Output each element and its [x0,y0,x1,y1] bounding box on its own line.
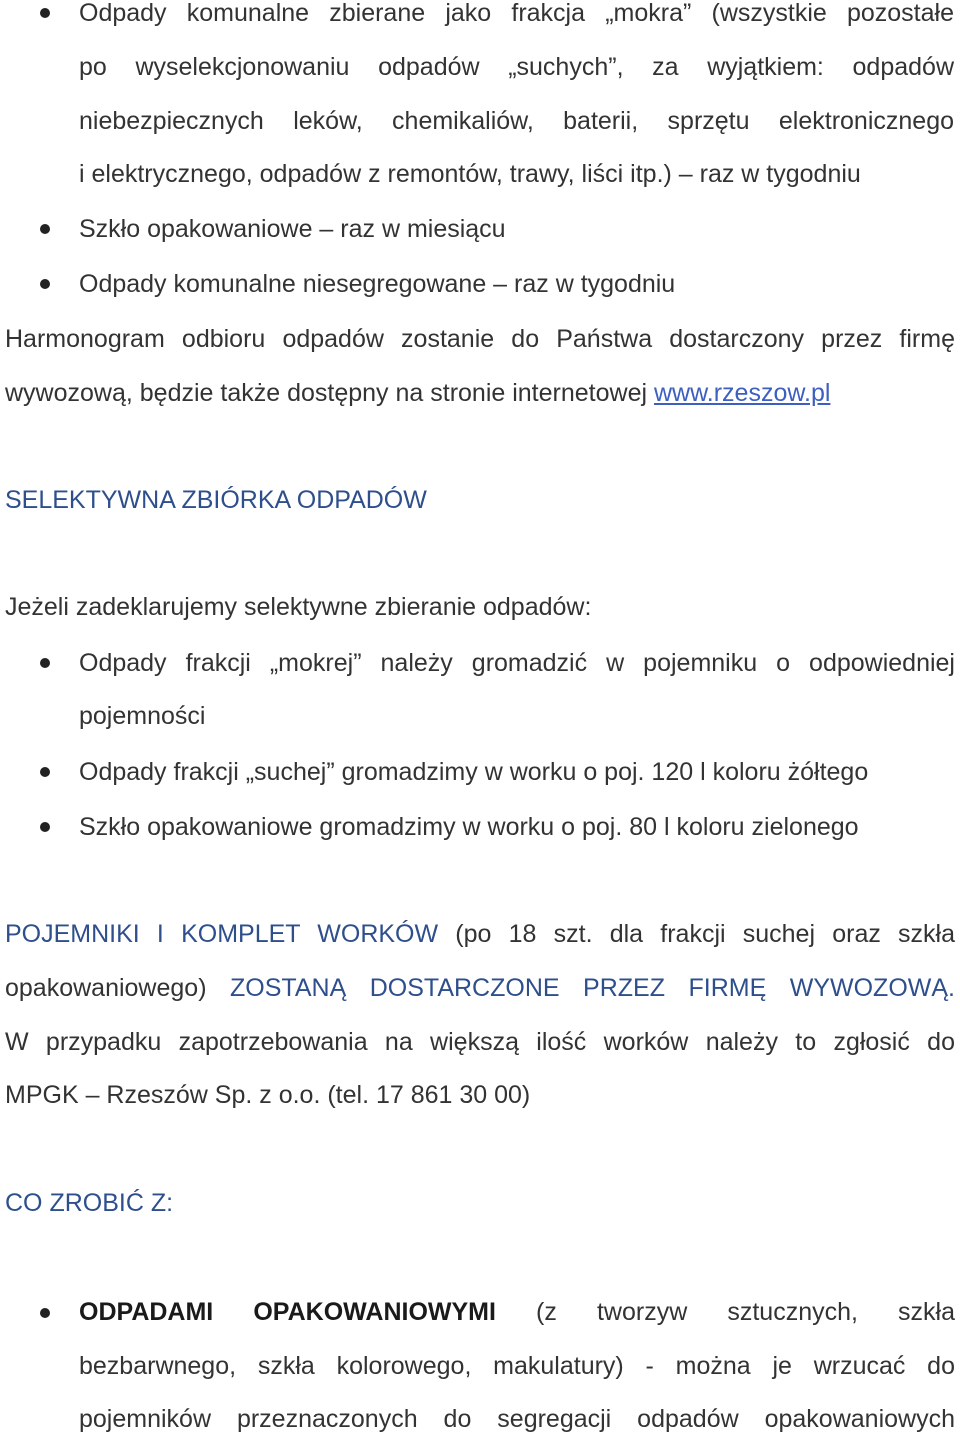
list-item-rest: (z tworzyw sztucznych, szkła [495,1298,956,1326]
list-item-text: pojemności [79,702,206,730]
list-item-text [79,1297,955,1327]
bullet-icon [40,658,50,668]
bullet-icon [40,1308,50,1318]
list-item-text: Odpady komunalne niesegregowane – raz w tygodniu [79,270,676,298]
paragraph-line [5,973,955,1003]
list-item-text: Odpady komunalne zbierane jako frakcja „mokra” (wszystkie pozostałe [79,0,954,27]
paragraph-line: W przypadku zapotrzebowania na większą ilość worków należy to zgłosić do [5,1028,955,1056]
containers-highlight: POJEMNIKI I KOMPLET WORKÓW [5,920,439,948]
bullet-icon [40,8,50,18]
paragraph-line: Harmonogram odbioru odpadów zostanie do Państwa dostarczony przez firmę [5,325,955,353]
section-heading: CO ZROBIĆ Z: [5,1189,174,1217]
list-item-text: Szkło opakowaniowe – raz w miesiącu [79,215,506,243]
list-item-text: pojemników przeznaczonych do segregacji odpadów opakowaniowych [79,1405,955,1433]
paragraph-line: MPGK – Rzeszów Sp. z o.o. (tel. 17 861 30 00) [5,1081,531,1109]
list-item-text: po wyselekcjonowaniu odpadów „suchych”, za wyjątkiem: odpadów [79,53,954,81]
list-item-text: bezbarwnego, szkła kolorowego, makulatury) - można je wrzucać do [79,1352,955,1380]
bullet-icon [40,224,50,234]
paragraph-text: opakowaniowego) [5,974,231,1002]
list-item-text: Szkło opakowaniowe gromadzimy w worku o poj. 80 l koloru zielonego [79,813,859,841]
delivery-highlight: ZOSTANĄ DOSTARCZONE PRZEZ FIRMĘ WYWOZOWĄ. [230,974,955,1002]
section-heading: SELEKTYWNA ZBIÓRKA ODPADÓW [5,486,427,514]
intro-text: Jeżeli zadeklarujemy selektywne zbieranie odpadów: [5,593,592,621]
list-item-text: Odpady frakcji „suchej” gromadzimy w worku o poj. 120 l koloru żółtego [79,758,869,786]
list-item-lead: ODPADAMI OPAKOWANIOWYMI [79,1298,496,1326]
bullet-icon [40,279,50,289]
website-link[interactable]: www.rzeszow.pl [653,379,831,407]
paragraph-line [5,919,955,949]
bullet-icon [40,767,50,777]
list-item-text: Odpady frakcji „mokrej” należy gromadzić w pojemniku o odpowiedniej [79,649,955,677]
paragraph-text: (po 18 szt. dla frakcji suchej oraz szkła [438,920,955,948]
bullet-icon [40,822,50,832]
list-item-text: niebezpiecznych leków, chemikaliów, baterii, sprzętu elektronicznego [79,107,954,135]
paragraph-line [5,378,830,408]
paragraph-text: wywozową, będzie także dostępny na stronie internetowej [5,379,654,407]
list-item-text: i elektrycznego, odpadów z remontów, trawy, liści itp.) – raz w tygodniu [79,160,861,188]
